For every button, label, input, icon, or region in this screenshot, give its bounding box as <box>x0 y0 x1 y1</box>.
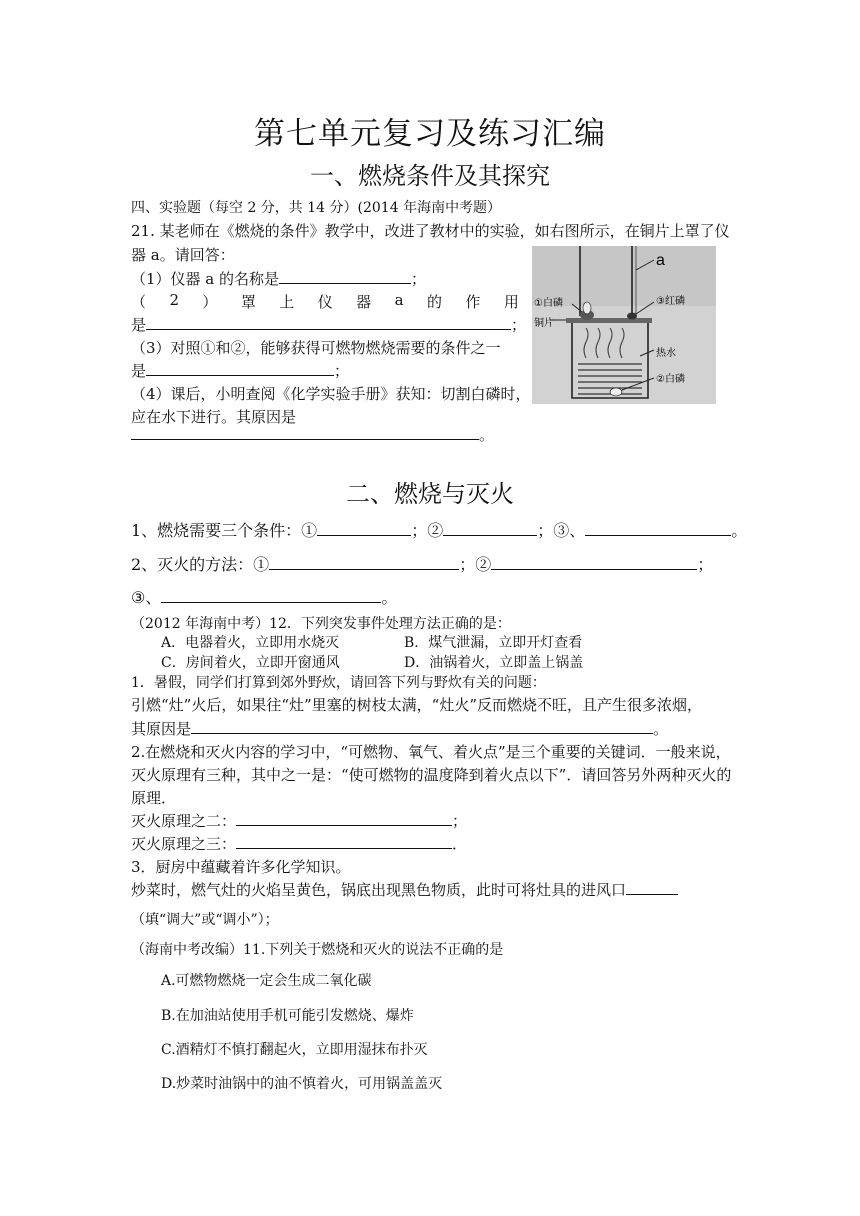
fire-principle-line1: 2.在燃烧和灭火内容的学习中，“可燃物、氧气、着火点”是三个重要的关键词．一般来说， <box>131 743 731 761</box>
answer-blank[interactable] <box>491 554 697 570</box>
q2-sep: ；② <box>459 555 492 574</box>
q11-option-c: C.酒精灯不慎打翻起火，立即用湿抹布扑灭 <box>161 1042 428 1058</box>
answer-blank[interactable] <box>626 879 678 895</box>
experiment-figure <box>532 246 716 404</box>
figure-label-a: a <box>656 252 665 269</box>
q21-part2-char: ） <box>202 293 218 311</box>
q1-sep: ；② <box>411 521 444 540</box>
q21-part2-char: 用 <box>503 293 519 311</box>
q2-extinguish-methods-cont <box>131 585 397 608</box>
punctuation: ； <box>334 362 350 380</box>
punctuation: ； <box>511 316 527 334</box>
answer-blank[interactable] <box>317 520 411 536</box>
q21-part1-text: （1）仪器 a 的名称是 <box>131 270 280 288</box>
q2-extinguish-methods <box>131 552 713 575</box>
q21-part2-line2 <box>131 314 526 335</box>
q21-part2-char: 仪 <box>317 293 333 311</box>
page-title: 第七单元复习及练习汇编 <box>254 116 606 152</box>
q2-sep: ； <box>697 555 714 574</box>
q21-part4-line2: 应在水下进行。其原因是 <box>131 408 297 426</box>
q12-option-a: A．电器着火，立即用水烧灭 <box>161 635 340 651</box>
q21-part4-line3 <box>131 424 494 445</box>
q11-option-a: A.可燃物燃烧一定会生成二氧化碳 <box>161 973 372 989</box>
punctuation: 。 <box>653 720 669 738</box>
kitchen-line2 <box>131 879 678 900</box>
q21-part3-line2 <box>131 360 349 381</box>
q21-part1 <box>131 268 426 289</box>
q1-burning-conditions <box>131 518 747 541</box>
q21-part2-char: 作 <box>465 293 481 311</box>
q11-option-b: B.在加油站使用手机可能引发燃烧、爆炸 <box>161 1008 414 1024</box>
answer-blank[interactable] <box>279 269 411 284</box>
q21-part2-char: 器 <box>356 293 372 311</box>
picnic-line1: 1．暑假，同学们打算到郊外野炊，请回答下列与野炊有关的问题： <box>131 675 546 691</box>
q21-stem-line2: 器 a。请回答： <box>131 246 235 264</box>
q12-option-d: D．油锅着火，立即盖上锅盖 <box>404 655 584 671</box>
figure-label-hot-water: 热水 <box>656 348 676 359</box>
q21-part2-char: 罩 <box>240 293 256 311</box>
q21-part2-char: 上 <box>279 293 295 311</box>
q1-end: 。 <box>731 521 748 540</box>
picnic-prefix: 其原因是 <box>131 720 192 738</box>
q21-part2-line1 <box>131 291 519 312</box>
answer-blank[interactable] <box>585 520 731 536</box>
q21-part2-char: 的 <box>426 293 442 311</box>
principle-3-label: 灭火原理之三： <box>131 835 237 853</box>
answer-blank[interactable] <box>191 719 653 734</box>
answer-blank[interactable] <box>131 425 479 440</box>
answer-blank[interactable] <box>146 315 511 330</box>
q1-sep: ；③、 <box>537 521 586 540</box>
picnic-line3 <box>131 718 668 739</box>
q11-stem: （海南中考改编）11.下列关于燃烧和灭火的说法不正确的是 <box>131 942 504 958</box>
q21-part2-char: （ <box>131 293 147 311</box>
q11-option-d: D.炒菜时油锅中的油不慎着火，可用锅盖盖灭 <box>161 1076 443 1092</box>
figure-label-white-phosphorus: ①白磷 <box>534 298 563 309</box>
q21-part2-char: 2 <box>169 291 179 309</box>
exam-intro: 四、实验题（每空 2 分，共 14 分）(2014 年海南中考题） <box>131 200 502 216</box>
kitchen-line3: （填“调大”或“调小”）； <box>131 912 279 928</box>
q21-part2-char: a <box>394 291 404 309</box>
q12-option-b: B．煤气泄漏，立即开灯查看 <box>404 635 583 651</box>
fire-principle-line3: 原理． <box>131 789 177 807</box>
q21-part4-line1: （4）课后，小明查阅《化学实验手册》获知：切割白磷时， <box>131 385 531 403</box>
q21-part2-prefix: 是 <box>131 316 147 334</box>
punctuation: 。 <box>479 426 495 444</box>
figure-label-copper: 铜片 <box>534 318 554 329</box>
q12-stem: （2012 年海南中考）12．下列突发事件处理方法正确的是： <box>131 616 511 632</box>
principle-2-label: 灭火原理之二： <box>131 812 237 830</box>
kitchen-line1: 3．厨房中蕴藏着许多化学知识。 <box>131 858 351 876</box>
principle-2 <box>131 810 467 831</box>
punctuation: ； <box>411 270 427 288</box>
figure-label-red-phosphorus: ③红磷 <box>656 296 685 307</box>
section1-heading: 一、燃烧条件及其探究 <box>310 162 550 190</box>
q2-label: 2、灭火的方法：① <box>131 555 270 574</box>
answer-blank[interactable] <box>236 811 452 826</box>
fire-principle-line2: 灭火原理有三种，其中之一是：“使可燃物的温度降到着火点以下”．请回答另外两种灭火的 <box>131 766 732 784</box>
q2-end: 。 <box>381 588 398 607</box>
q21-stem-line1: 21. 某老师在《燃烧的条件》教学中，改进了教材中的实验，如右图所示，在铜片上罩了仪 <box>131 222 730 240</box>
q2-label-3: ③、 <box>131 588 162 607</box>
punctuation: ． <box>452 835 468 853</box>
q21-part3-prefix: 是 <box>131 362 147 380</box>
figure-label-white-phosphorus-2: ②白磷 <box>656 374 685 385</box>
answer-blank[interactable] <box>443 520 537 536</box>
kitchen-text: 炒菜时，燃气灶的火焰呈黄色，锅底出现黑色物质，此时可将灶具的进风口 <box>131 881 627 899</box>
q21-part3-line1: （3）对照①和②，能够获得可燃物燃烧需要的条件之一 <box>131 339 501 357</box>
answer-blank[interactable] <box>236 834 452 849</box>
principle-3 <box>131 833 467 854</box>
answer-blank[interactable] <box>161 587 381 603</box>
answer-blank[interactable] <box>146 361 334 376</box>
section2-heading: 二、燃烧与灭火 <box>346 480 514 508</box>
q12-option-c: C．房间着火，立即开窗通风 <box>161 655 340 671</box>
answer-blank[interactable] <box>269 554 459 570</box>
punctuation: ； <box>452 812 468 830</box>
q1-label: 1、燃烧需要三个条件：① <box>131 521 318 540</box>
picnic-line2: 引燃“灶”火后，如果往“灶”里塞的树枝太满，“灶火”反而燃烧不旺，且产生很多浓烟， <box>131 696 703 714</box>
